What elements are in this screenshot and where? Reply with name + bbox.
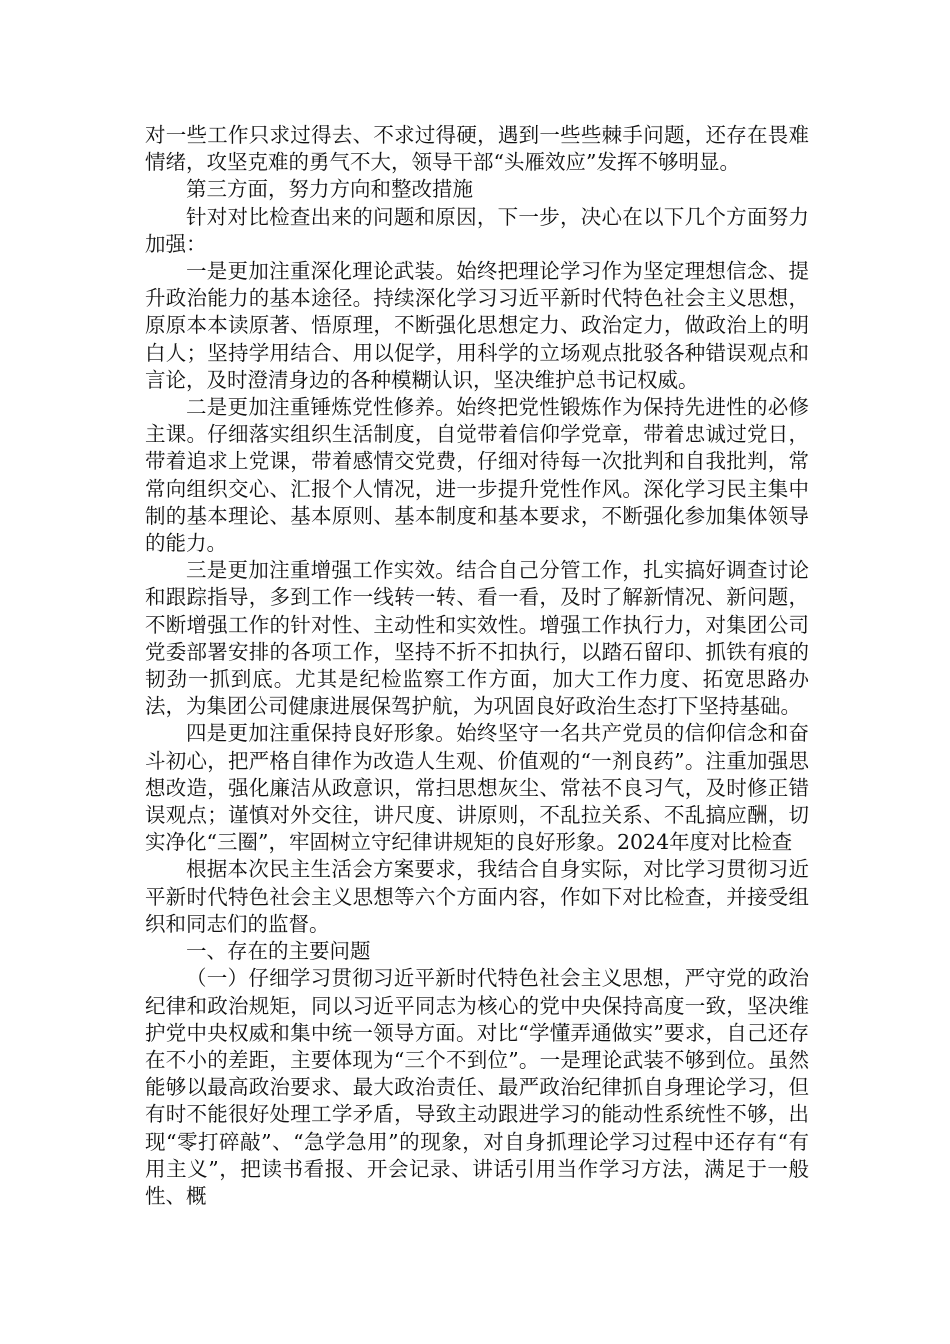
paragraph-measure-one: 一是更加注重深化理论武装。始终把理论学习作为坚定理想信念、提升政治能力的基本途径。持续深化学习习近平新时代特色社会主义思想，原原本本读原著、悟原理，不断强化思想定力、政治定力，做政治上的明白人；坚持学用结合、用以促学，用科学的立场观点批驳各种错误观点和言论，及时澄清身边的各种模糊认识，坚决维护总书记权威。 [145,259,809,392]
document-body [145,122,809,1210]
paragraph-intro: 针对对比检查出来的问题和原因，下一步，决心在以下几个方面努力加强： [145,204,809,256]
paragraph-continuation: 对一些工作只求过得去、不求过得硬，遇到一些些棘手问题，还存在畏难情绪，攻坚克难的勇气不大，领导干部“头雁效应”发挥不够明显。 [145,123,809,175]
section-heading-problems: 一、存在的主要问题 [186,939,371,964]
section-heading-three: 第三方面，努力方向和整改措施 [186,177,473,202]
paragraph-measure-three: 三是更加注重增强工作实效。结合自己分管工作，扎实搞好调查讨论和跟踪指导，多到工作一线转一转、看一看，及时了解新情况、新问题，不断增强工作的针对性、主动性和实效性。增强工作执行力，对集团公司党委部署安排的各项工作，坚持不折不扣执行，以踏石留印、抓铁有痕的韧劲一抓到底。尤其是纪检监察工作方面，加大工作力度、拓宽思路办法，为集团公司健康进展保驾护航，为巩固良好政治生态打下坚持基础。 [145,558,809,719]
paragraph-measure-four: 四是更加注重保持良好形象。始终坚守一名共产党员的信仰信念和奋斗初心，把严格自律作为改造人生观、价值观的“一剂良药”。注重加强思想改造，强化廉洁从政意识，常扫思想灰尘、常祛不良习气，及时修正错误观点；谨慎对外交往，讲尺度、讲原则，不乱拉关系、不乱搞应酬，切实净化“三圈”，牢固树立守纪律讲规矩的良好形象。2024年度对比检查 [145,721,809,855]
paragraph-problem-one: （一）仔细学习贯彻习近平新时代特色社会主义思想，严守党的政治纪律和政治规矩，同以习近平同志为核心的党中央保持高度一致，坚决维护党中央权威和集中统一领导方面。对比“学懂弄通做实”要求，自己还存在不小的差距，主要体现为“三个不到位”。一是理论武装不够到位。虽然能够以最高政治要求、最大政治责任、最严政治纪律抓自身理论学习，但有时不能很好处理工学矛盾，导致主动跟进学习的能动性系统性不够，出现“零打碎敲”、“急学急用”的现象，对自身抓理论学习过程中还存有“有用主义”，把读书看报、开会记录、讲话引用当作学习方法，满足于一般性、概 [145,966,809,1208]
paragraph-preface: 根据本次民主生活会方案要求，我结合自身实际，对比学习贯彻习近平新时代特色社会主义思想等六个方面内容，作如下对比检查，并接受组织和同志们的监督。 [145,857,809,936]
paragraph-measure-two: 二是更加注重锤炼党性修养。始终把党性锻炼作为保持先进性的必修主课。仔细落实组织生活制度，自觉带着信仰学党章，带着忠诚过党日，带着追求上党课，带着感情交党费，仔细对待每一次批判和自我批判，常常向组织交心、汇报个人情况，进一步提升党性作风。深化学习民主集中制的基本理论、基本原则、基本制度和基本要求，不断强化参加集体领导的能力。 [145,395,809,556]
